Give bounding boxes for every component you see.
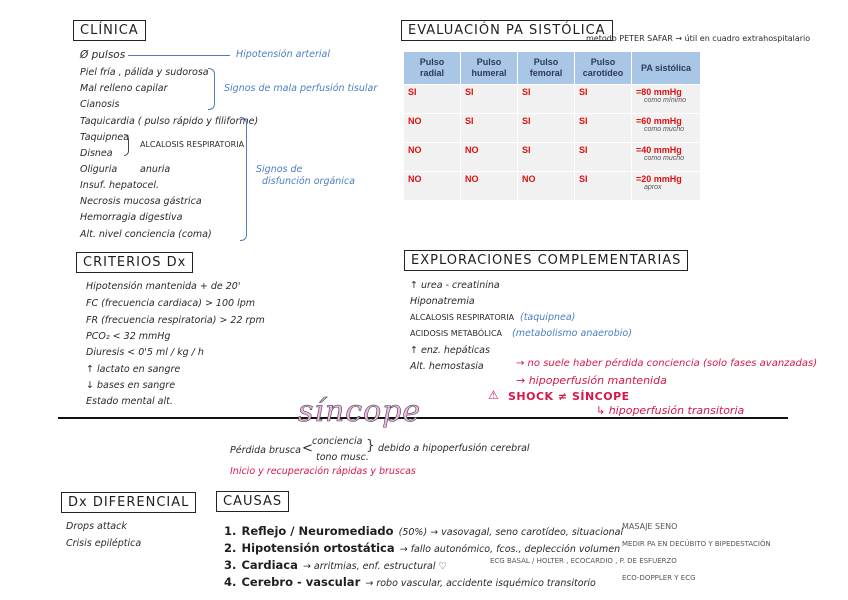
pa-note: como mucho — [644, 155, 685, 162]
dx-item: Crisis epiléptica — [66, 538, 142, 549]
causa-test: ECO-DOPPLER Y ECG — [622, 574, 696, 582]
arrow-line — [128, 55, 230, 56]
signos-disfuncion-label-2: disfunción orgánica — [262, 176, 355, 187]
pa-value: =80 mmHg — [636, 87, 682, 97]
table-cell: SI — [575, 85, 632, 114]
brace-right: } — [366, 438, 375, 454]
causa-test: MASAJE SENO — [622, 522, 678, 531]
causa-name: Cerebro - vascular — [241, 575, 361, 589]
causa-test: ECG BASAL / HOLTER , ECOCARDIO , P. DE ESFUERZO — [490, 557, 677, 565]
exploracion-item: Alt. hemostasia — [410, 361, 484, 372]
clinica-item: Taquipnea — [80, 132, 130, 143]
clinica-item: Ø pulsos — [80, 49, 126, 61]
table-row — [404, 143, 701, 172]
table-cell: SI — [575, 172, 632, 201]
table-cell: NO — [404, 114, 461, 143]
exploraciones-title: EXPLORACIONES COMPLEMENTARIAS — [404, 250, 688, 271]
pa-table — [403, 51, 701, 201]
criterios-title: CRITERIOS Dx — [76, 252, 193, 273]
pa-header: Pulso carotídeo — [575, 52, 632, 85]
clinica-item: Oliguria — [80, 164, 118, 175]
brace — [124, 134, 129, 156]
causa-desc: → robo vascular, accidente isquémico transitorio — [365, 578, 596, 589]
causa-number: 4. — [224, 575, 237, 589]
table-cell: SI — [518, 85, 575, 114]
pa-value: =40 mmHg — [636, 145, 682, 155]
pa-note: como mucho — [644, 126, 685, 133]
table-cell: NO — [461, 143, 518, 172]
table-cell: SI — [461, 85, 518, 114]
table-row — [404, 114, 701, 143]
red-note: ↳ hipoperfusión transitoria — [596, 404, 745, 417]
taquipnea-note: (taquipnea) — [520, 312, 576, 323]
clinica-item: Cianosis — [80, 99, 120, 110]
debido-label: debido a hipoperfusión cerebral — [378, 443, 530, 454]
pa-header: Pulso femoral — [518, 52, 575, 85]
shock-sincope-label: SHOCK ≠ SÍNCOPE — [508, 390, 630, 403]
criterio-item: ↓ bases en sangre — [86, 380, 176, 391]
exploracion-item: ↑ urea - creatinina — [410, 280, 500, 291]
criterio-item: Diuresis < 0'5 ml / kg / h — [86, 347, 204, 358]
signos-disfuncion-label-1: Signos de — [256, 164, 303, 175]
pa-value: =60 mmHg — [636, 116, 682, 126]
causa-name: Cardiaca — [241, 558, 298, 572]
exploracion-item: ↑ enz. hepáticas — [410, 345, 490, 356]
criterio-item: FC (frecuencia cardiaca) > 100 lpm — [86, 298, 256, 309]
clinica-item: Hemorragia digestiva — [80, 212, 183, 223]
pa-header: Pulso humeral — [461, 52, 518, 85]
conciencia-label: conciencia — [312, 436, 363, 447]
clinica-item: Disnea — [80, 148, 113, 159]
table-cell: NO — [461, 172, 518, 201]
table-row — [404, 172, 701, 201]
clinica-item: Piel fría , pálida y sudorosa — [80, 67, 209, 78]
exploracion-item: Hiponatremia — [410, 296, 475, 307]
table-cell: NO — [404, 143, 461, 172]
causa-number: 1. — [224, 524, 237, 538]
pa-note: aprox — [644, 184, 662, 191]
brace — [240, 117, 247, 241]
clinica-item: Alt. nivel conciencia (coma) — [80, 229, 212, 240]
signos-perfusion-label: Signos de mala perfusión tisular — [224, 83, 378, 94]
causa-desc: → arritmias, enf. estructural ♡ — [302, 561, 448, 572]
red-note: → hipoperfusión mantenida — [516, 374, 667, 387]
pa-note: como mínimo — [644, 97, 687, 104]
metodo-note: metodo PETER SAFAR → útil en cuadro extrahospitalario — [586, 34, 811, 43]
table-cell: SI — [518, 114, 575, 143]
pa-cell — [632, 85, 701, 114]
hipotension-label: Hipotensión arterial — [236, 49, 330, 60]
criterio-item: Hipotensión mantenida + de 20' — [86, 281, 241, 292]
tono-label: tono musc. — [316, 452, 369, 463]
pa-title: EVALUACIÓN PA SISTÓLICA — [401, 20, 613, 41]
inicio-label: Inicio y recuperación rápidas y bruscas — [230, 466, 416, 477]
causa-test: MEDIR PA EN DECÚBITO Y BIPEDESTACIÓN — [622, 540, 771, 548]
table-cell: SI — [575, 143, 632, 172]
table-cell: SI — [518, 143, 575, 172]
table-cell: SI — [404, 85, 461, 114]
criterio-item: ↑ lactato en sangre — [86, 364, 181, 375]
criterio-item: FR (frecuencia respiratoria) > 22 rpm — [86, 315, 265, 326]
clinica-item: Necrosis mucosa gástrica — [80, 196, 202, 207]
table-cell: SI — [575, 114, 632, 143]
exploracion-item: ACIDOSIS METABÓLICA — [410, 329, 503, 338]
table-row — [404, 85, 701, 114]
causa-number: 2. — [224, 541, 237, 555]
pa-cell — [632, 143, 701, 172]
table-cell: NO — [518, 172, 575, 201]
anaerobio-note: (metabolismo anaerobio) — [512, 328, 632, 339]
dx-item: Drops attack — [66, 521, 127, 532]
brace — [208, 68, 215, 110]
causas-title: CAUSAS — [216, 491, 289, 512]
pa-cell — [632, 114, 701, 143]
alcalosis-label: ALCALOSIS RESPIRATORIA — [140, 140, 245, 149]
section-divider — [58, 417, 788, 419]
table-cell: NO — [404, 172, 461, 201]
pa-value: =20 mmHg — [636, 174, 682, 184]
pa-header: PA sistólica — [632, 52, 701, 85]
causa-number: 3. — [224, 558, 237, 572]
criterio-item: Estado mental alt. — [86, 396, 173, 407]
clinica-item: Taquicardia ( pulso rápido y filiforme) — [80, 116, 259, 127]
causa-desc: → fallo autonómico, fcos., deplección volumen — [399, 544, 621, 555]
clinica-item: Insuf. hepatocel. — [80, 180, 159, 191]
red-note: → no suele haber pérdida conciencia (solo fases avanzadas) — [516, 358, 818, 369]
causa-name: Reflejo / Neuromediado — [241, 524, 394, 538]
dx-diferencial-title: Dx DIFERENCIAL — [61, 492, 196, 513]
table-cell: SI — [461, 114, 518, 143]
causa-row — [224, 571, 596, 590]
brace-left: < — [302, 441, 313, 456]
clinica-title: CLÍNICA — [73, 20, 146, 41]
exploracion-item: ALCALOSIS RESPIRATORIA — [410, 313, 515, 322]
pa-cell — [632, 172, 701, 201]
warning-icon: ⚠ — [488, 388, 499, 402]
anuria-label: anuria — [140, 164, 171, 175]
criterio-item: PCO₂ < 32 mmHg — [86, 331, 171, 342]
causa-name: Hipotensión ortostática — [241, 541, 395, 555]
causa-desc: (50%) → vasovagal, seno carotídeo, situacional — [398, 527, 624, 538]
pa-header: Pulso radial — [404, 52, 461, 85]
sincope-title: síncope — [298, 394, 422, 429]
perdida-label: Pérdida brusca — [230, 445, 301, 456]
clinica-item: Mal relleno capilar — [80, 83, 168, 94]
